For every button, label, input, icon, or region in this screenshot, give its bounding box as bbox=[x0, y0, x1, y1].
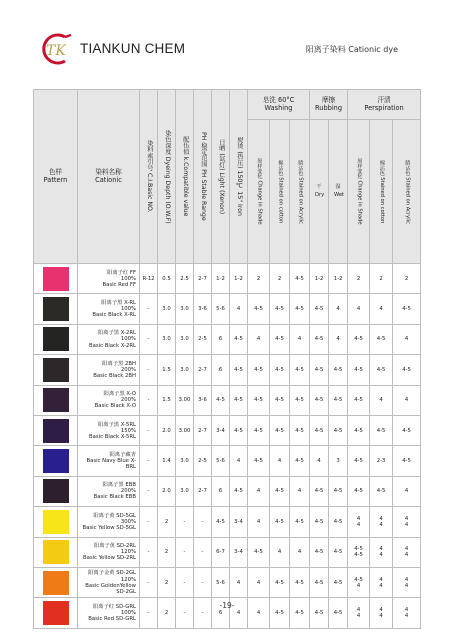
color-swatch bbox=[43, 327, 69, 351]
cell-dry: 4-5 bbox=[310, 385, 329, 415]
cell-k: 3.0 bbox=[176, 324, 194, 354]
col-pattern: 色样 Pattern bbox=[34, 90, 78, 264]
cell-p-acrylic bbox=[393, 507, 421, 537]
cell-iron: 4-5 bbox=[230, 324, 248, 354]
dye-name-en: Basic Black X-RL bbox=[92, 312, 136, 319]
cell-w-cotton: 4-5 bbox=[270, 507, 290, 537]
cell-ph: - bbox=[194, 507, 212, 537]
cell-depth: 2 bbox=[158, 537, 176, 567]
cell-wet: 4-5 bbox=[329, 507, 348, 537]
value-line: 4 bbox=[356, 521, 361, 528]
cell-p-shade: 4-5 bbox=[348, 385, 370, 415]
col-ci: 染料索引号 C.I.Basic NO. bbox=[140, 90, 158, 264]
cell-iron: 4-5 bbox=[230, 355, 248, 385]
tiankun-logo-icon bbox=[35, 33, 77, 65]
cell-depth: 3.0 bbox=[158, 324, 176, 354]
cell-dry: 4-5 bbox=[310, 476, 329, 506]
value-line: 4 bbox=[379, 582, 383, 589]
cell-ph: 2-5 bbox=[194, 324, 212, 354]
cell-w-cotton: 4-5 bbox=[270, 598, 290, 628]
value-line: 4-5 bbox=[354, 576, 363, 583]
value-line: 4 bbox=[404, 612, 409, 619]
cell-wet: 1-2 bbox=[329, 264, 348, 294]
dye-name-cell bbox=[78, 385, 140, 415]
cell-ph: 2-7 bbox=[194, 264, 212, 294]
color-swatch bbox=[43, 510, 69, 534]
dye-name-en: Basic Red SD-GRL bbox=[88, 616, 136, 623]
cell-w-acrylic: 4-5 bbox=[290, 598, 310, 628]
table-body bbox=[34, 264, 421, 629]
cell-wet: 4-5 bbox=[329, 355, 348, 385]
table-row bbox=[34, 385, 421, 415]
cell-p-acrylic bbox=[393, 567, 421, 597]
col-persp-acrylic: 腈沾色 Stained on Acrylic bbox=[393, 120, 421, 264]
cell-w-shade: 4 bbox=[248, 324, 270, 354]
swatch-cell bbox=[34, 537, 78, 567]
col-k: 配伍值 k.Compatible value bbox=[176, 90, 194, 264]
cell-ph: 3-6 bbox=[194, 385, 212, 415]
dye-name-cell bbox=[78, 537, 140, 567]
cell-light: 6 bbox=[212, 476, 230, 506]
cell-depth: 2 bbox=[158, 507, 176, 537]
table-row bbox=[34, 567, 421, 597]
value-line: 4 bbox=[404, 552, 409, 559]
cell-depth: 1.4 bbox=[158, 446, 176, 476]
cell-wet: 4-5 bbox=[329, 415, 348, 445]
dye-strength: 120% bbox=[120, 576, 136, 583]
col-washing-acrylic: 腈沾色 Stained on Acrylic bbox=[290, 120, 310, 264]
cell-p-acrylic: 4 bbox=[393, 324, 421, 354]
value-line: 4 bbox=[404, 521, 409, 528]
col-washing-shade: 原样变化 Change in Shade bbox=[248, 120, 270, 264]
svg-text:TK: TK bbox=[46, 43, 66, 59]
table-row bbox=[34, 446, 421, 476]
dye-strength: 100% bbox=[120, 609, 136, 616]
dye-name-cn: 阳离子金黄 SD-2GL bbox=[88, 570, 136, 577]
dye-name-cn: 阳离子黄 SD-5GL bbox=[93, 512, 136, 519]
cell-p-acrylic: 4-5 bbox=[393, 294, 421, 324]
cell-p-cotton bbox=[370, 507, 393, 537]
swatch-cell bbox=[34, 476, 78, 506]
cell-w-acrylic: 4-5 bbox=[290, 567, 310, 597]
cell-iron: 3-4 bbox=[230, 507, 248, 537]
dye-name-en: Basic Black X-5RL bbox=[89, 433, 136, 440]
cell-p-acrylic: 4-5 bbox=[393, 415, 421, 445]
cell-w-shade: 4-5 bbox=[248, 415, 270, 445]
value-line: 4 bbox=[356, 606, 361, 613]
cell-k: 2.5 bbox=[176, 264, 194, 294]
cell-ph: 2-7 bbox=[194, 476, 212, 506]
cell-iron: 4 bbox=[230, 598, 248, 628]
cell-w-acrylic: 4-5 bbox=[290, 446, 310, 476]
col-rubbing-wet: 湿 Wet bbox=[329, 120, 348, 264]
dye-strength: 200% bbox=[120, 488, 136, 495]
cell-p-cotton bbox=[370, 567, 393, 597]
cell-dry: 4-5 bbox=[310, 324, 329, 354]
cell-ph: 2-5 bbox=[194, 446, 212, 476]
dye-name-cn: 阳离子红 SD-GRL bbox=[92, 603, 136, 610]
cell-p-cotton: 4 bbox=[370, 294, 393, 324]
dye-strength: 100% bbox=[120, 306, 136, 313]
cell-w-acrylic: 4-5 bbox=[290, 415, 310, 445]
value-line: 4 bbox=[379, 576, 383, 583]
cell-ci: - bbox=[140, 415, 158, 445]
cell-w-acrylic: 4-5 bbox=[290, 355, 310, 385]
dye-name-cell bbox=[78, 567, 140, 597]
cell-p-shade: 4-5 bbox=[348, 355, 370, 385]
page-header bbox=[0, 0, 454, 70]
cell-dry: 4-5 bbox=[310, 598, 329, 628]
swatch-cell bbox=[34, 264, 78, 294]
cell-light: 6 bbox=[212, 355, 230, 385]
cell-w-cotton: 4-5 bbox=[270, 567, 290, 597]
dye-name-en: Basic Black X-O bbox=[94, 403, 136, 410]
cell-ph: - bbox=[194, 567, 212, 597]
color-swatch bbox=[43, 449, 69, 473]
col-persp-shade: 原样变化 Change in Shade bbox=[348, 120, 370, 264]
cell-w-acrylic: 4-5 bbox=[290, 507, 310, 537]
cell-w-shade: 4 bbox=[248, 476, 270, 506]
cell-wet: 4-5 bbox=[329, 385, 348, 415]
cell-ph: 2-7 bbox=[194, 355, 212, 385]
cell-p-acrylic bbox=[393, 537, 421, 567]
cell-p-shade: 4-5 bbox=[348, 446, 370, 476]
cell-w-acrylic: 4 bbox=[290, 537, 310, 567]
cell-w-acrylic: 4-5 bbox=[290, 385, 310, 415]
col-ph: PH 稳定范围 PH Stable Range bbox=[194, 90, 212, 264]
dye-strength: 300% bbox=[120, 518, 136, 525]
cell-ph: - bbox=[194, 598, 212, 628]
cell-w-cotton: 4-5 bbox=[270, 355, 290, 385]
dye-strength: 120% bbox=[120, 549, 136, 556]
cell-light: 4-5 bbox=[212, 385, 230, 415]
group-washing: 皂洗 60°C Washing bbox=[248, 90, 310, 120]
cell-p-shade: 4-5 bbox=[348, 415, 370, 445]
cell-light: 4-5 bbox=[212, 507, 230, 537]
cell-wet: 4-5 bbox=[329, 598, 348, 628]
dye-name-cn: 阳离子红 FF bbox=[107, 269, 136, 276]
cell-light: 6 bbox=[212, 598, 230, 628]
cell-w-shade: 4 bbox=[248, 507, 270, 537]
color-swatch bbox=[43, 358, 69, 382]
color-swatch bbox=[43, 571, 69, 595]
cell-depth: 1.5 bbox=[158, 385, 176, 415]
cell-w-shade: 4 bbox=[248, 598, 270, 628]
cell-p-acrylic: 4-5 bbox=[393, 355, 421, 385]
cell-light: 5-6 bbox=[212, 294, 230, 324]
cell-p-cotton: 4 bbox=[370, 385, 393, 415]
cell-w-shade: 4-5 bbox=[248, 355, 270, 385]
dye-name-cell bbox=[78, 264, 140, 294]
cell-depth: 2 bbox=[158, 567, 176, 597]
cell-wet: 4-5 bbox=[329, 537, 348, 567]
table-row bbox=[34, 537, 421, 567]
cell-p-acrylic: 4 bbox=[393, 385, 421, 415]
swatch-cell bbox=[34, 567, 78, 597]
cell-dry: 4-5 bbox=[310, 294, 329, 324]
cell-ci: R-12 bbox=[140, 264, 158, 294]
cell-p-acrylic: 2 bbox=[393, 264, 421, 294]
cell-ci: - bbox=[140, 294, 158, 324]
table-row bbox=[34, 324, 421, 354]
cell-w-cotton: 4-5 bbox=[270, 324, 290, 354]
cell-p-shade: 4 bbox=[348, 294, 370, 324]
color-swatch bbox=[43, 479, 69, 503]
cell-iron: 4-5 bbox=[230, 385, 248, 415]
cell-iron: 4 bbox=[230, 567, 248, 597]
value-line: 4 bbox=[404, 576, 409, 583]
cell-w-shade: 4-5 bbox=[248, 537, 270, 567]
swatch-cell bbox=[34, 355, 78, 385]
value-line: 4 bbox=[379, 521, 383, 528]
cell-p-cotton: 4-5 bbox=[370, 324, 393, 354]
cell-w-cotton: 4-5 bbox=[270, 415, 290, 445]
value-line: 4-5 bbox=[354, 552, 363, 559]
dye-name-cn: 阳离子黑 X-O bbox=[103, 391, 136, 398]
cell-k: 3.00 bbox=[176, 415, 194, 445]
cell-w-acrylic: 4 bbox=[290, 476, 310, 506]
table-row bbox=[34, 476, 421, 506]
dye-name-cn: 阳离子藏青 bbox=[109, 451, 136, 458]
dye-name-en: Basic Black EBB bbox=[93, 494, 136, 501]
cell-p-shade bbox=[348, 567, 370, 597]
cell-iron: 1-2 bbox=[230, 264, 248, 294]
cell-iron: 4-5 bbox=[230, 476, 248, 506]
cell-k: - bbox=[176, 598, 194, 628]
value-line: 4 bbox=[356, 612, 361, 619]
swatch-cell bbox=[34, 415, 78, 445]
dye-name-cell bbox=[78, 355, 140, 385]
table-row bbox=[34, 355, 421, 385]
cell-w-shade: 2 bbox=[248, 264, 270, 294]
cell-dry: 4-5 bbox=[310, 567, 329, 597]
col-depth: 染色深度 Dyeing Depth (O.W.F) bbox=[158, 90, 176, 264]
cell-k: 3.0 bbox=[176, 355, 194, 385]
cell-light: 1-2 bbox=[212, 264, 230, 294]
cell-k: - bbox=[176, 537, 194, 567]
color-swatch bbox=[43, 540, 69, 564]
cell-k: - bbox=[176, 567, 194, 597]
cell-k: 3.0 bbox=[176, 446, 194, 476]
group-perspiration: 汗渍 Perspiration bbox=[348, 90, 421, 120]
cell-light: 6 bbox=[212, 324, 230, 354]
cell-ci: - bbox=[140, 567, 158, 597]
col-light: 日晒 (氙灯) Light (Xenon) bbox=[212, 90, 230, 264]
cell-depth: 3.0 bbox=[158, 294, 176, 324]
cell-p-cotton bbox=[370, 537, 393, 567]
dye-name-en: Basic Black X-2RL bbox=[89, 342, 136, 349]
value-line: 4 bbox=[404, 515, 409, 522]
cell-iron: 4-5 bbox=[230, 415, 248, 445]
cell-w-shade: 4-5 bbox=[248, 385, 270, 415]
col-persp-cotton: 棉沾色 Stained on cotton bbox=[370, 120, 393, 264]
cell-iron: 4 bbox=[230, 294, 248, 324]
cell-ci: - bbox=[140, 476, 158, 506]
cell-wet: 4 bbox=[329, 324, 348, 354]
cell-wet: 4-5 bbox=[329, 476, 348, 506]
cell-ph: 2-7 bbox=[194, 415, 212, 445]
cell-p-acrylic: 4 bbox=[393, 476, 421, 506]
group-rubbing: 摩擦 Rubbing bbox=[310, 90, 348, 120]
cell-k: - bbox=[176, 507, 194, 537]
cell-depth: 2.0 bbox=[158, 476, 176, 506]
cell-p-acrylic: 4-5 bbox=[393, 446, 421, 476]
dye-name-en: Basic Red FF bbox=[102, 281, 136, 288]
dye-strength: 200% bbox=[120, 397, 136, 404]
cell-depth: 1.5 bbox=[158, 355, 176, 385]
value-line: 4 bbox=[404, 546, 409, 553]
cell-ci: - bbox=[140, 537, 158, 567]
dye-name-en: Basic Yellow SD-2RL bbox=[82, 555, 136, 562]
cell-depth: 0.5 bbox=[158, 264, 176, 294]
dye-spec-table bbox=[33, 89, 421, 629]
cell-light: 3-4 bbox=[212, 415, 230, 445]
swatch-cell bbox=[34, 324, 78, 354]
cell-wet: 3 bbox=[329, 446, 348, 476]
color-swatch bbox=[43, 388, 69, 412]
swatch-cell bbox=[34, 507, 78, 537]
cell-p-shade: 2 bbox=[348, 264, 370, 294]
cell-ci: - bbox=[140, 446, 158, 476]
dye-name-cn: 阳离子黄 SD-2RL bbox=[93, 543, 136, 550]
cell-ci: - bbox=[140, 507, 158, 537]
cell-dry: 4-5 bbox=[310, 507, 329, 537]
cell-w-shade: 4-5 bbox=[248, 294, 270, 324]
dye-name-cell bbox=[78, 476, 140, 506]
color-swatch bbox=[43, 297, 69, 321]
cell-w-cotton: 4-5 bbox=[270, 385, 290, 415]
cell-p-shade: 4-5 bbox=[348, 324, 370, 354]
cell-w-cotton: 4 bbox=[270, 537, 290, 567]
cell-p-shade bbox=[348, 507, 370, 537]
cell-ci: - bbox=[140, 385, 158, 415]
value-line: 4 bbox=[404, 606, 409, 613]
cell-p-cotton: 2-3 bbox=[370, 446, 393, 476]
value-line: 4 bbox=[379, 606, 383, 613]
cell-w-acrylic: 4 bbox=[290, 324, 310, 354]
dye-strength: 200% bbox=[120, 366, 136, 373]
cell-p-cotton: 4-5 bbox=[370, 476, 393, 506]
cell-wet: 4-5 bbox=[329, 567, 348, 597]
cell-p-cotton: 4-5 bbox=[370, 415, 393, 445]
value-line: 4 bbox=[379, 552, 383, 559]
dye-name-cell bbox=[78, 294, 140, 324]
dye-name-en: Basic Yellow SD-5GL bbox=[82, 524, 136, 531]
cell-wet: 4 bbox=[329, 294, 348, 324]
col-iron: 熨烫 (热压) 150℃ 15" Iron bbox=[230, 90, 248, 264]
cell-w-shade: 4-5 bbox=[248, 446, 270, 476]
table-row bbox=[34, 507, 421, 537]
dye-name-cn: 阳离子黑 2BH bbox=[102, 360, 136, 367]
col-cationic: 染料名称 Cationic bbox=[78, 90, 140, 264]
page-title: 阳离子染料 Cationic dye bbox=[305, 45, 398, 54]
cell-p-shade: 4-5 bbox=[348, 476, 370, 506]
cell-w-cotton: 4-5 bbox=[270, 476, 290, 506]
cell-dry: 4-5 bbox=[310, 537, 329, 567]
value-line: 4 bbox=[379, 515, 383, 522]
value-line: 4 bbox=[404, 582, 409, 589]
cell-iron: 4 bbox=[230, 446, 248, 476]
dye-name-en: Basic Navy Blue X-BRL bbox=[86, 458, 136, 471]
dye-strength: 100% bbox=[120, 336, 136, 343]
col-washing-cotton: 棉沾色 Stained on cotton bbox=[270, 120, 290, 264]
dye-name-cell bbox=[78, 507, 140, 537]
cell-ph: - bbox=[194, 537, 212, 567]
dye-name-cn: 阳离子黑 EBB bbox=[102, 482, 136, 489]
value-line: 4 bbox=[356, 582, 361, 589]
dye-strength: 150% bbox=[120, 427, 136, 434]
cell-dry: 4-5 bbox=[310, 355, 329, 385]
dye-name-en: Basic Black 2BH bbox=[93, 372, 136, 379]
dye-name-cell bbox=[78, 415, 140, 445]
cell-iron: 3-4 bbox=[230, 537, 248, 567]
dye-name-cn: 阳离子黑 X-5RL bbox=[97, 421, 136, 428]
dye-name-en: Basic GoldenYellow SD-2GL bbox=[85, 582, 136, 595]
color-swatch bbox=[43, 267, 69, 291]
cell-p-shade bbox=[348, 537, 370, 567]
color-swatch bbox=[43, 419, 69, 443]
cell-w-cotton: 2 bbox=[270, 264, 290, 294]
cell-w-cotton: 4 bbox=[270, 446, 290, 476]
page-number: -19- bbox=[219, 601, 235, 610]
cell-p-cotton: 4-5 bbox=[370, 355, 393, 385]
cell-ci: - bbox=[140, 324, 158, 354]
cell-depth: 2.0 bbox=[158, 415, 176, 445]
cell-w-acrylic: 4-5 bbox=[290, 294, 310, 324]
value-line: 4 bbox=[356, 515, 361, 522]
cell-w-acrylic: 4-5 bbox=[290, 264, 310, 294]
swatch-cell bbox=[34, 294, 78, 324]
cell-ci: - bbox=[140, 598, 158, 628]
swatch-cell bbox=[34, 385, 78, 415]
table-row bbox=[34, 415, 421, 445]
cell-w-shade: 4 bbox=[248, 567, 270, 597]
cell-depth: 2 bbox=[158, 598, 176, 628]
cell-ci: - bbox=[140, 355, 158, 385]
dye-name-cn: 阳离子黑 X-2RL bbox=[97, 330, 136, 337]
value-line: 4-5 bbox=[354, 546, 363, 553]
cell-light: 5-6 bbox=[212, 446, 230, 476]
col-rubbing-dry: 干 Dry bbox=[310, 120, 329, 264]
cell-light: 6-7 bbox=[212, 537, 230, 567]
cell-dry: 1-2 bbox=[310, 264, 329, 294]
cell-ph: 3-6 bbox=[194, 294, 212, 324]
brand-name: TIANKUN CHEM bbox=[80, 41, 186, 56]
cell-w-cotton: 4-5 bbox=[270, 294, 290, 324]
cell-k: 3.00 bbox=[176, 385, 194, 415]
cell-light: 5-6 bbox=[212, 567, 230, 597]
swatch-cell bbox=[34, 446, 78, 476]
cell-dry: 4 bbox=[310, 446, 329, 476]
cell-p-cotton: 2 bbox=[370, 264, 393, 294]
value-line: 4 bbox=[379, 546, 383, 553]
dye-name-cell bbox=[78, 324, 140, 354]
value-line: 4 bbox=[379, 612, 383, 619]
table-row bbox=[34, 294, 421, 324]
dye-name-cell bbox=[78, 446, 140, 476]
cell-k: 3.0 bbox=[176, 476, 194, 506]
dye-name-cn: 阳离子黑 X-RL bbox=[101, 299, 136, 306]
cell-k: 3.0 bbox=[176, 294, 194, 324]
table-row bbox=[34, 264, 421, 294]
cell-dry: 4-5 bbox=[310, 415, 329, 445]
dye-strength: 100% bbox=[120, 275, 136, 282]
